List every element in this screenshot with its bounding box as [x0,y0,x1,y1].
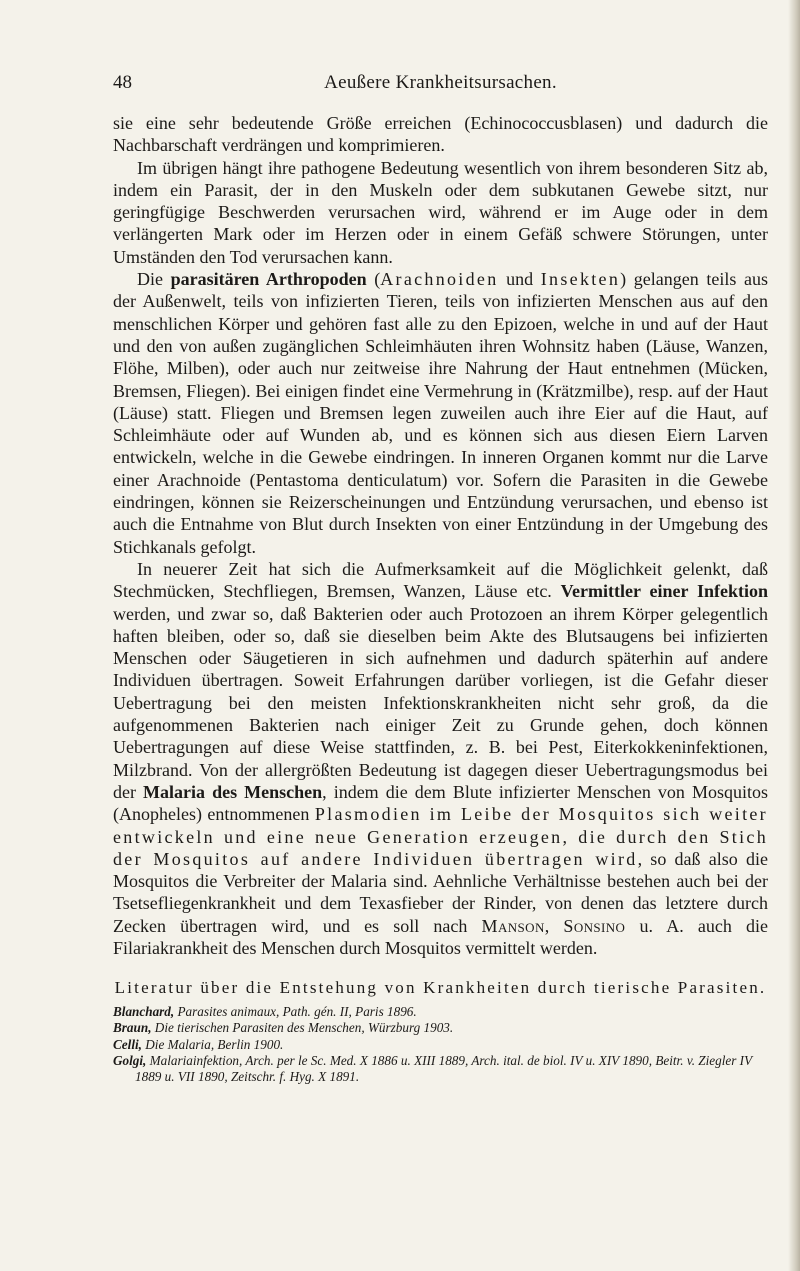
body-text [113,112,768,1085]
paragraph-arthropods [113,268,768,558]
ref-author: Celli, [113,1036,142,1052]
page-edge [788,0,800,1271]
ref-text: Die Malaria, Berlin 1900. [141,1036,284,1052]
ref-author: Blanchard, [113,1004,175,1020]
text-run: , [544,915,564,936]
ref-text: Parasites animaux, Path. gén. II, Paris 1896. [174,1004,417,1020]
text-run: Die [137,269,171,290]
text-run: In neuerer Zeit hat sich die Aufmerksamkeit auf die Möglichkeit gelenkt, daß Stechmücken, Stechfliegen, Bremsen, Wanzen, Läuse etc. [113,558,768,602]
ref-author: Braun, [113,1020,152,1036]
text-run: u. A. auch die Filariakrankheit des Menschen durch Mosquitos vermittelt werden. [113,915,768,958]
literature-heading: Literatur über die Entstehung von Krankheiten durch tierische Parasiten. [114,978,767,998]
text-run: werden, und zwar so, daß Bakterien oder auch Protozoen an ihrem Körper gelegentlich haften bleiben, oder so, daß sie dieselben beim Akte des Blutsaugens bei infizierten Menschen oder Säugetieren in sich aufnehmen und dadurch späterhin auf andere Individuen übertragen. Soweit Erfahrungen darüber vorliegen, ist die Gefahr dieser Uebertragung bei den meisten Infektionskrankheiten nicht sehr groß, da die aufgenommenen Bakterien nach einiger Zeit zu Grunde gehen, doch können Uebertragungen auf diese Weise stattfinden, z. B. bei Pest, Eiterkokkeninfektionen, Milzbrand. Von der allergrößten Bedeutung ist dagegen dieser Uebertragungsmodus bei der [113,603,768,802]
term-human-malaria: Malaria des Menschen [143,781,323,802]
ref-text: Malariainfektion, Arch. per le Sc. Med. X 1886 u. XIII 1889, Arch. ital. de biol. IV u. XIV 1890, Beitr. v. Ziegler IV 1889 u. VII 1890, Zeitschr. f. Hyg. X 1891. [135,1052,752,1085]
text-run: , indem die dem Blute infizierter Menschen von Mosquitos (Anopheles) entnommenen [113,781,769,825]
text-run: und [498,269,541,290]
literature-item [113,1053,768,1085]
ref-text: Die tierischen Parasiten des Menschen, Würzburg 1903. [151,1020,454,1036]
literature-list [113,1004,768,1085]
literature-item [113,1020,768,1036]
paragraph-pathogenic-significance: Im übrigen hängt ihre pathogene Bedeutung wesentlich von ihrem besonderen Sitz ab, indem ein Parasit, der in den Muskeln oder dem subkutanen Gewebe sitzt, nur geringfügige Beschwerden verursachen wird, während er im Auge oder in dem verlängerten Mark oder im Herzen oder in einem Gefäß schwere Störungen, unter Umständen den Tod verursachen kann. [113,157,768,267]
paragraph-infection-vectors [113,558,768,959]
running-title: Aeußere Krankheitsursachen. [324,72,557,93]
emphasis-plasmodia: Plasmodien im Leibe der Mosquitos sich weiter entwickeln und eine neue Generation erzeugen, die durch den Stich der Mosquitos auf andere Individuen übertragen wird [113,804,768,869]
literature-item [113,1037,768,1053]
literature-item [113,1004,768,1020]
term-parasitic-arthropods: parasitären Arthropoden [170,269,367,290]
ref-author: Golgi, [113,1052,147,1068]
author-sonsino: Sonsino [563,915,626,936]
text-run: , so daß also die Mosquitos die Verbreiter der Malaria sind. Aehnliche Verhältnisse bestehen auch bei der Tsetsefliegenkrankheit und dem Texasfieber der Rinder, von denen das letztere durch Zecken übertragen wird, und es soll nach [113,848,768,936]
author-manson: Manson [481,915,545,936]
term-infection-vectors: Vermittler einer Infektion [560,581,768,602]
text-run: ( [366,269,381,290]
page-number: 48 [113,72,132,93]
text-run: ) gelangen teils aus der Außenwelt, teils von infizierten Tieren, teils von infizierten Menschen aus auf den menschlichen Körper und gehören fast alle zu den Epizoen, welche in und auf der Haut und den von außen zugänglichen Schleimhäuten ihren Wohnsitz haben (Läuse, Wanzen, Flöhe, Milben), oder auch nur zeitweise ihre Nahrung der Haut entnehmen (Mücken, Bremsen, Fliegen). Bei einigen findet eine Vermehrung in (Krätzmilbe), resp. auf der Haut (Läuse) statt. Fliegen und Bremsen legen zuweilen auch ihre Eier auf die Haut, auf Schleimhäute oder auf Wunden ab, und es können sich aus diesen Eiern Larven entwickeln, welche in die Gewebe eindringen. In inneren Organen kommt nur die Larve einer Arachnoide (Pentastoma denticulatum) vor. Sofern die Parasiten in die Gewebe eindringen, können sie Reizerscheinungen und Entzündung verursachen, und ebenso ist auch die Entnahme von Blut durch Insekten von einer Entzündung in der Umgebung des Stichkanals gefolgt. [113,269,768,557]
term-insects: Insekten [540,269,621,290]
term-arachnoids: Arachnoiden [380,269,499,290]
running-header [113,72,768,94]
paragraph-continuation: sie eine sehr bedeutende Größe erreichen (Echinococcusblasen) und dadurch die Nachbarschaft verdrängen und komprimieren. [113,113,768,156]
